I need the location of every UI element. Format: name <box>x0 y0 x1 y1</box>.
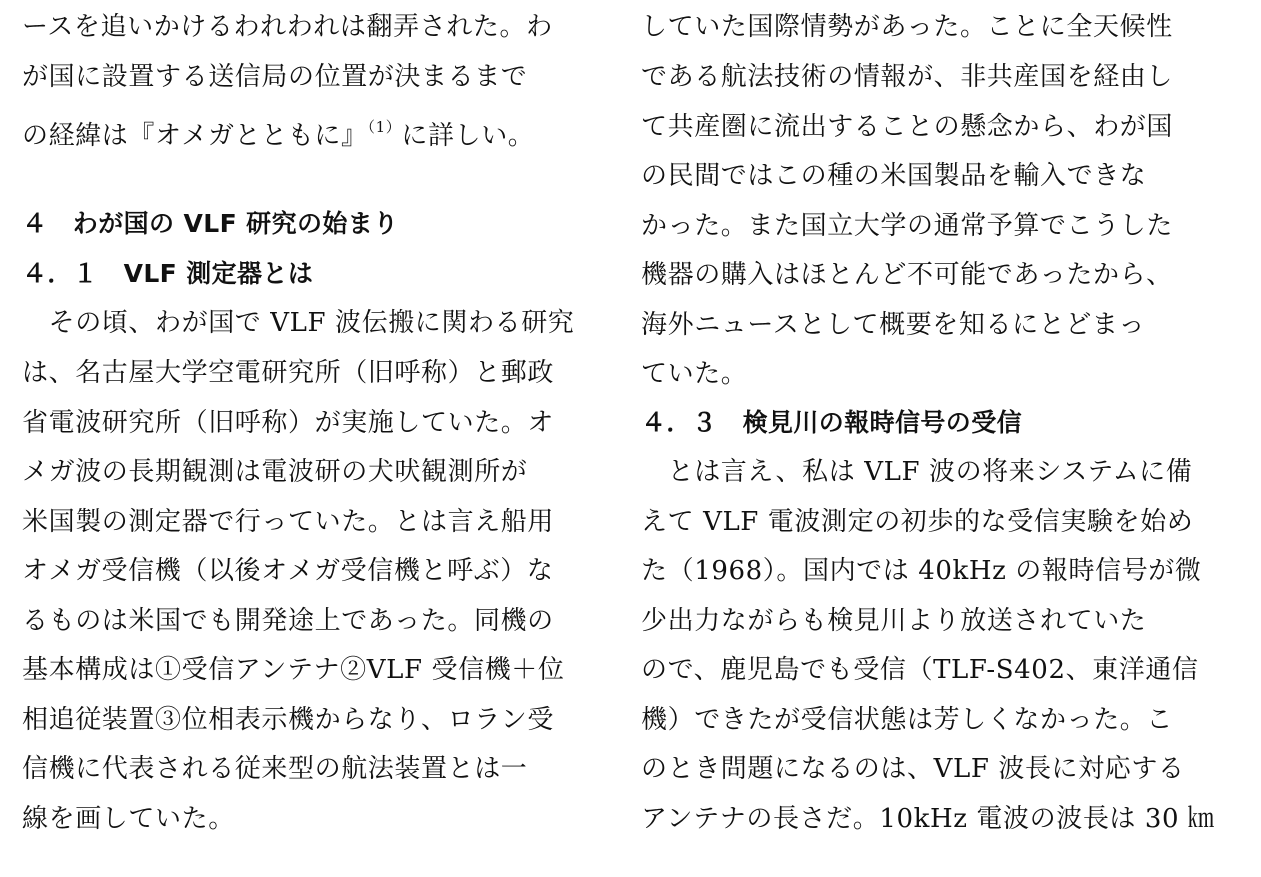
body-text-fragment: に詳しい。 <box>401 121 535 151</box>
body-text-line: は、名古屋大学空電研究所（旧呼称）と郵政 <box>22 358 555 388</box>
body-text-line: 相追従装置③位相表示機からなり、ロラン受 <box>22 705 555 735</box>
body-text-line: 米国製の測定器で行っていた。とは言え船用 <box>22 507 555 537</box>
body-text-line: が国に設置する送信局の位置が決まるまで <box>22 62 528 92</box>
body-text-line: た（1968）。国内では 40kHz の報時信号が微 <box>641 556 1202 586</box>
body-text-line: ので、鹿児島でも受信（TLF-S402、東洋通信 <box>641 655 1199 685</box>
body-text-line: ていた。 <box>641 359 748 389</box>
body-text-line: 線を画していた。 <box>22 804 235 834</box>
subsection-heading-4-3: ４．３ 検見川の報時信号の受信 <box>641 408 1023 437</box>
body-text-line: とは言え、私は VLF 波の将来システムに備 <box>641 457 1193 487</box>
body-text-line: 基本構成は①受信アンテナ②VLF 受信機＋位 <box>22 655 565 685</box>
body-text-line: メガ波の長期観測は電波研の犬吠観測所が <box>22 457 528 487</box>
body-text-line <box>22 102 534 152</box>
reference-marker: （1） <box>367 118 402 136</box>
section-heading-4: ４ わが国の VLF 研究の始まり <box>22 209 399 238</box>
subsection-heading-4-1: ４．１ VLF 測定器とは <box>22 259 314 288</box>
body-text-line: かった。また国立大学の通常予算でこうした <box>641 211 1174 241</box>
body-text-line: えて VLF 電波測定の初歩的な受信実験を始め <box>641 507 1194 537</box>
body-text-line: るものは米国でも開発途上であった。同機の <box>22 606 554 636</box>
body-text-line: 省電波研究所（旧呼称）が実施していた。オ <box>22 408 555 438</box>
body-text-line: のとき問題になるのは、VLF 波長に対応する <box>641 754 1185 784</box>
body-text-line: オメガ受信機（以後オメガ受信機と呼ぶ）な <box>22 556 554 586</box>
body-text-line: 機器の購入はほとんど不可能であったから、 <box>641 260 1173 290</box>
body-text-line: 少出力ながらも検見川より放送されていた <box>641 606 1147 636</box>
body-text-line: その頃、わが国で VLF 波伝搬に関わる研究 <box>22 308 575 338</box>
body-text-line: である航法技術の情報が、非共産国を経由し <box>641 62 1174 92</box>
body-text-line: 信機に代表される従来型の航法装置とは一 <box>22 754 528 784</box>
body-text-line: の民間ではこの種の米国製品を輸入できな <box>641 161 1147 191</box>
body-text-line: アンテナの長さだ。10kHz 電波の波長は 30 ㎞ <box>641 804 1215 834</box>
body-text-line: 機）できたが受信状態は芳しくなかった。こ <box>641 705 1174 735</box>
body-text-line: て共産圏に流出することの懸念から、わが国 <box>641 112 1174 142</box>
body-text-line: していた国際情勢があった。ことに全天候性 <box>641 12 1173 42</box>
body-text-line: 海外ニュースとして概要を知るにとどまっ <box>641 310 1146 340</box>
body-text-fragment: の経緯は『オメガとともに』 <box>22 121 368 151</box>
body-text-line: ースを追いかけるわれわれは翻弄された。わ <box>22 12 553 42</box>
